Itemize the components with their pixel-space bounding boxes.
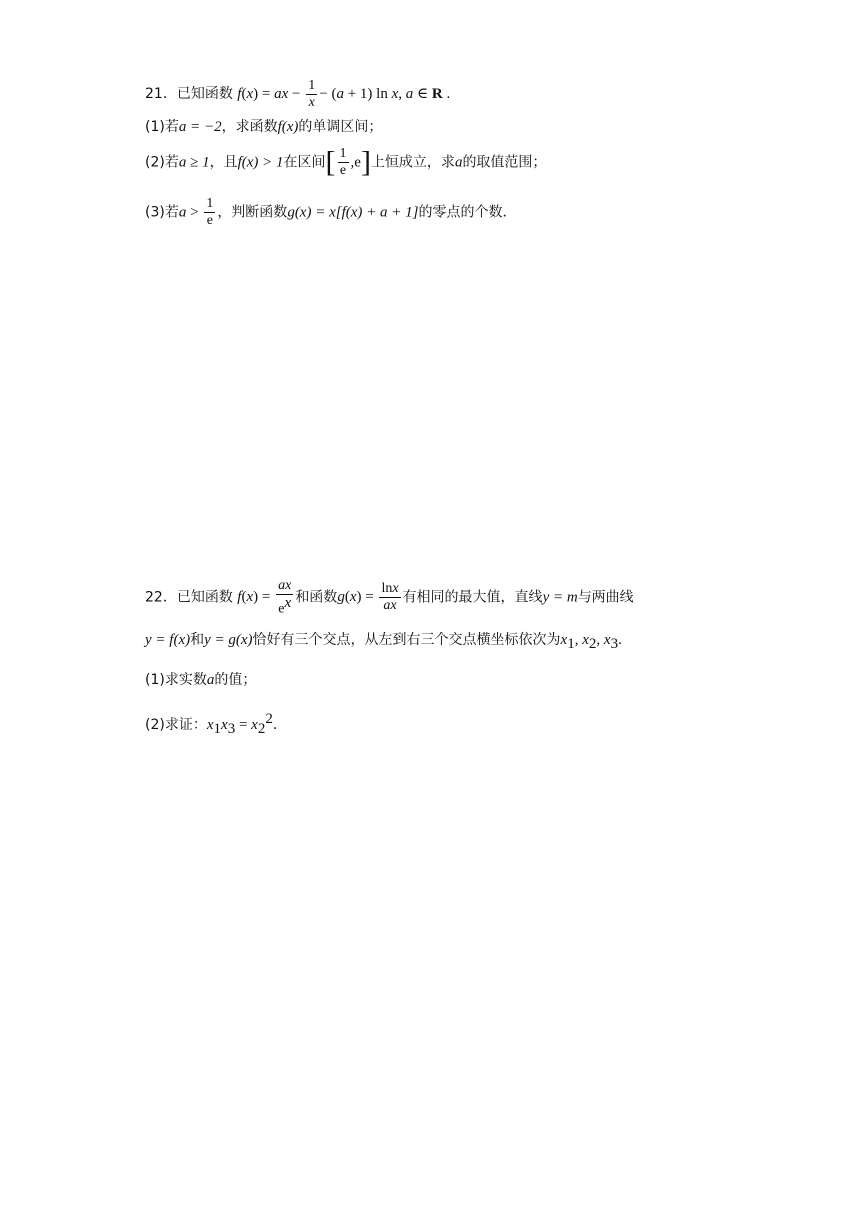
proof-equation: $x_1x_3 = x_2^2$ bbox=[206, 711, 273, 737]
fraction-ax-over-ex: $\frac{ax}{e^x}$ bbox=[278, 578, 292, 617]
fraction-1-over-e: $\frac{1}{e}$ bbox=[339, 146, 347, 178]
problem-intro: 已知函数 bbox=[176, 85, 233, 102]
fraction-1-over-x: $\frac{1}{x}$ bbox=[308, 78, 316, 110]
problem-22-part-1: (1)求实数a的值； bbox=[145, 672, 257, 688]
fraction-1-over-e: $\frac{1}{e}$ bbox=[206, 196, 214, 228]
condition-a-gt: a > bbox=[178, 204, 203, 221]
problem-22-statement-cont: y = f(x)和y = g(x)恰好有三个交点，从左到右三个交点横坐标依次为$x_1$, $x_2$, $x_3$. bbox=[145, 632, 622, 652]
right-bracket: ] bbox=[360, 145, 371, 179]
problem-number: 21． bbox=[145, 85, 177, 102]
function-f: f(x) = $\frac{ax}{e^x}$ bbox=[237, 578, 292, 617]
problem-21-statement bbox=[145, 78, 450, 111]
function-definition: f(x) = ax − $\frac{1}{x}$ − (a + 1) ln x, a ∈ R . bbox=[237, 78, 451, 110]
problem-21-part-2: (2)若a ≥ 1，且f(x) > 1在区间[ $\frac{1}{e}$ ,e]上恒成立，求a的取值范围； bbox=[145, 145, 547, 179]
function-g: g(x) = $\frac{\ln x}{ax}$ bbox=[337, 581, 399, 614]
intersection-abscissas: $x_1$, $x_2$, $x_3$. bbox=[560, 632, 622, 652]
problem-21-part-1: (1)若a = −2，求函数f(x)的单调区间； bbox=[145, 119, 383, 135]
fraction-lnx-over-ax: $\frac{\ln x}{ax}$ bbox=[381, 581, 399, 614]
problem-21-part-3: (3)若a > $\frac{1}{e}$ ，判断函数g(x) = x[f(x) + a + 1]的零点的个数． bbox=[145, 196, 517, 228]
problem-22-part-2: (2)求证：$x_1x_3 = x_2^2$． bbox=[145, 711, 287, 737]
left-bracket: [ bbox=[325, 145, 336, 179]
problem-22-statement: 22．已知函数 f(x) = $\frac{ax}{e^x}$ 和函数g(x) = $\frac{\ln x}{ax}$ 有相同的最大值，直线y = m与两曲线 bbox=[145, 578, 634, 617]
